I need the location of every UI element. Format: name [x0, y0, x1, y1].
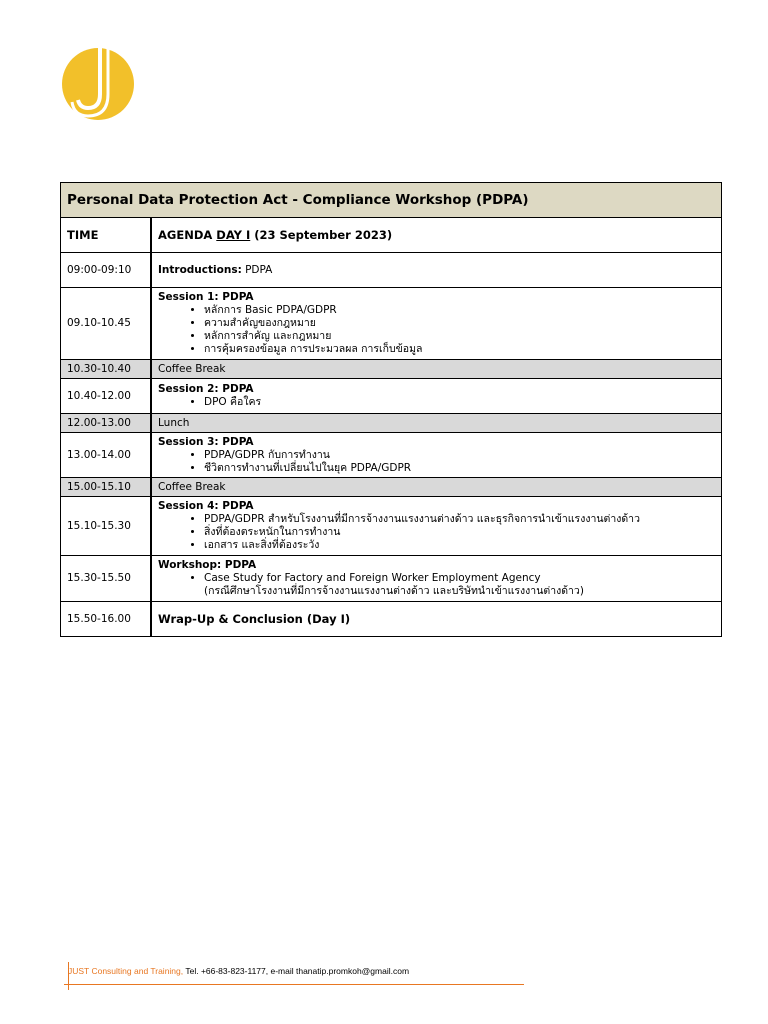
- list-item: • เอกสาร และสิ่งที่ต้องระวัง: [204, 539, 715, 552]
- row-time: 10.30-10.40: [61, 360, 152, 379]
- agenda-table: [60, 182, 722, 637]
- list-item: • หลักการสำคัญ และกฎหมาย: [204, 330, 715, 343]
- footer: [68, 966, 409, 976]
- row-agenda: Coffee Break: [151, 360, 722, 379]
- row-agenda: Session 3: PDPA • PDPA/GDPR กับการทำงาน • ชีวิตการทำงานที่เปลี่ยนไปในยุค PDPA/GDPR: [151, 433, 722, 478]
- table-row: [61, 360, 722, 379]
- title-row: [61, 183, 722, 218]
- list-item: • DPO คือใคร: [204, 396, 715, 409]
- row-time: 13.00-14.00: [61, 433, 152, 478]
- table-row: [61, 253, 722, 288]
- workshop-title: Personal Data Protection Act - Compliance Workshop (PDPA): [61, 183, 722, 218]
- list-item: • Case Study for Factory and Foreign Worker Employment Agency (กรณีศึกษาโรงงานที่มีการจ้างงานแรงงานต่างด้าว และบริษัทนำเข้าแรงงานต่างด้าว): [204, 572, 715, 598]
- row-time: 15.50-16.00: [61, 602, 152, 637]
- table-row: [61, 497, 722, 556]
- row-time: 12.00-13.00: [61, 414, 152, 433]
- row-time: 09.10-10.45: [61, 288, 152, 360]
- footer-contact: Tel. +66-83-823-1177, e-mail thanatip.promkoh@gmail.com: [183, 966, 410, 976]
- list-item: • PDPA/GDPR สำหรับโรงงานที่มีการจ้างงานแรงงานต่างด้าว และธุรกิจการนำเข้าแรงงานต่างด้าว: [204, 513, 715, 526]
- table-row: [61, 288, 722, 360]
- row-agenda: Coffee Break: [151, 478, 722, 497]
- table-row: [61, 556, 722, 602]
- table-row: [61, 602, 722, 637]
- row-agenda: Lunch: [151, 414, 722, 433]
- list-item: • PDPA/GDPR กับการทำงาน: [204, 449, 715, 462]
- row-agenda: Workshop: PDPA • Case Study for Factory and Foreign Worker Employment Agency (กรณีศึกษาโรงงานที่มีการจ้างงานแรงงานต่างด้าว และบริษัทนำเข้าแรงงานต่างด้าว): [151, 556, 722, 602]
- row-agenda: Wrap-Up & Conclusion (Day I): [151, 602, 722, 637]
- row-time: 15.30-15.50: [61, 556, 152, 602]
- list-item: • ความสำคัญของกฎหมาย: [204, 317, 715, 330]
- row-time: 10.40-12.00: [61, 379, 152, 414]
- row-agenda: Session 1: PDPA • หลักการ Basic PDPA/GDPR • ความสำคัญของกฎหมาย • หลักการสำคัญ และกฎหมาย • การคุ้มครองข้อมูล การประมวลผล การเก็บข้อมูล: [151, 288, 722, 360]
- row-time: 09:00-09:10: [61, 253, 152, 288]
- table-row: [61, 478, 722, 497]
- header-row: [61, 218, 722, 253]
- list-item: • การคุ้มครองข้อมูล การประมวลผล การเก็บข้อมูล: [204, 343, 715, 356]
- row-agenda: Session 2: PDPA • DPO คือใคร: [151, 379, 722, 414]
- row-time: 15.10-15.30: [61, 497, 152, 556]
- footer-org: JUST Consulting and Training,: [68, 966, 184, 976]
- table-row: [61, 414, 722, 433]
- company-logo: [60, 42, 136, 122]
- row-agenda: Introductions: PDPA: [151, 253, 722, 288]
- row-agenda: Session 4: PDPA • PDPA/GDPR สำหรับโรงงานที่มีการจ้างงานแรงงานต่างด้าว และธุรกิจการนำเข้าแรงงานต่างด้าว • สิ่งที่ต้องตระหนักในการทำงาน • เอกสาร และสิ่งที่ต้องระวัง: [151, 497, 722, 556]
- footer-rule: [64, 984, 524, 985]
- list-item: • หลักการ Basic PDPA/GDPR: [204, 304, 715, 317]
- table-row: [61, 433, 722, 478]
- time-header: TIME: [61, 218, 152, 253]
- list-item: • ชีวิตการทำงานที่เปลี่ยนไปในยุค PDPA/GDPR: [204, 462, 715, 475]
- table-row: [61, 379, 722, 414]
- agenda-header: AGENDA DAY I (23 September 2023): [151, 218, 722, 253]
- list-item: • สิ่งที่ต้องตระหนักในการทำงาน: [204, 526, 715, 539]
- row-time: 15.00-15.10: [61, 478, 152, 497]
